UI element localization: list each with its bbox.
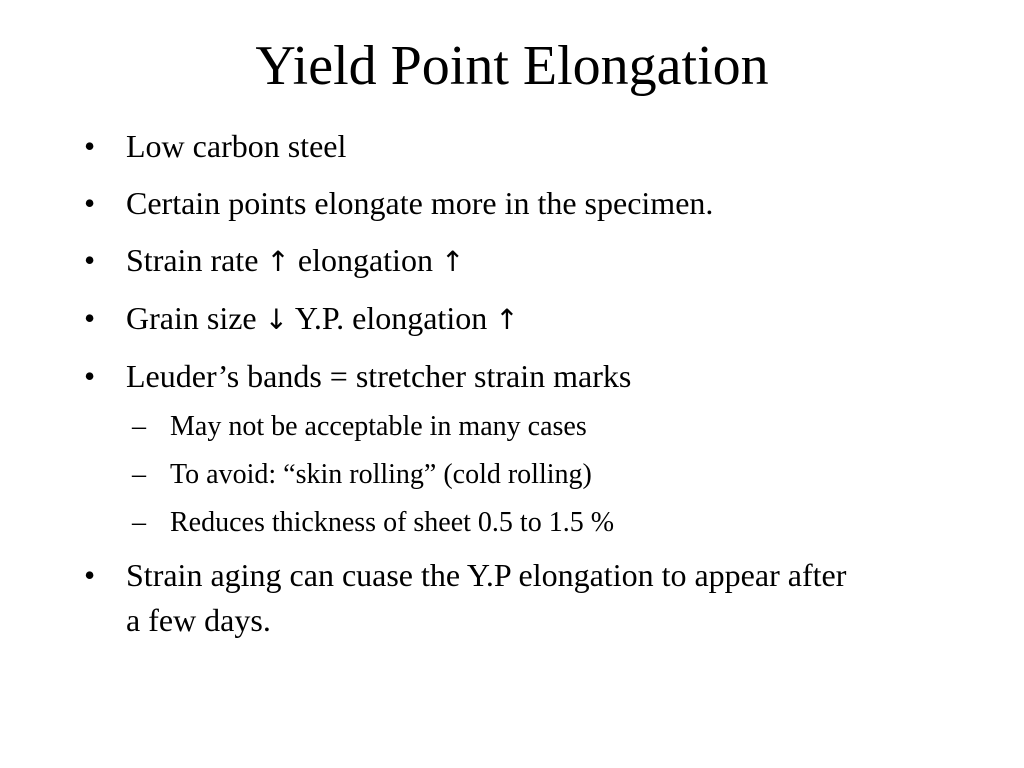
sub-bullet-group [80,409,980,541]
bullet-text: Strain aging can cuase the Y.P elongation to appear after a few days. [126,557,847,638]
sub-bullet-text: To avoid: “skin rolling” (cold rolling) [170,459,592,490]
bullet-item [80,124,980,169]
up-arrow-icon: ↑ [495,303,519,336]
sub-bullet-item [80,409,980,445]
sub-bullet-text: May not be acceptable in many cases [170,411,587,442]
bullet-text-prefix: Strain rate [126,242,267,278]
bullet-text-middle: Y.P. elongation [288,300,496,336]
bullet-item [80,553,856,643]
sub-bullet-item [80,505,980,541]
bullet-text: Certain points elongate more in the specimen. [126,185,714,221]
bullet-marker: • [84,557,96,593]
bullet-item [80,354,980,399]
bullet-marker: • [84,185,96,221]
bullet-text-prefix: Grain size [126,300,265,336]
bullet-text-middle: elongation [289,242,441,278]
bullet-item [80,238,980,284]
bullet-list [80,124,980,655]
dash-marker: – [132,411,146,442]
bullet-text: Low carbon steel [126,128,347,164]
down-arrow-icon: ↓ [264,303,289,336]
bullet-text: Leuder’s bands = stretcher strain marks [126,358,632,394]
bullet-marker: • [84,242,96,278]
sub-bullet-item [80,457,980,493]
up-arrow-icon: ↑ [440,245,465,278]
bullet-item [80,296,980,342]
dash-marker: – [132,459,146,490]
dash-marker: – [132,507,146,538]
bullet-item [80,181,980,226]
slide-title: Yield Point Elongation [255,35,769,97]
bullet-marker: • [84,128,96,164]
sub-bullet-text: Reduces thickness of sheet 0.5 to 1.5 % [170,507,615,538]
bullet-marker: • [84,358,96,394]
bullet-marker: • [84,300,96,336]
sub-bullet-list [80,409,980,541]
up-arrow-icon: ↑ [266,245,290,278]
